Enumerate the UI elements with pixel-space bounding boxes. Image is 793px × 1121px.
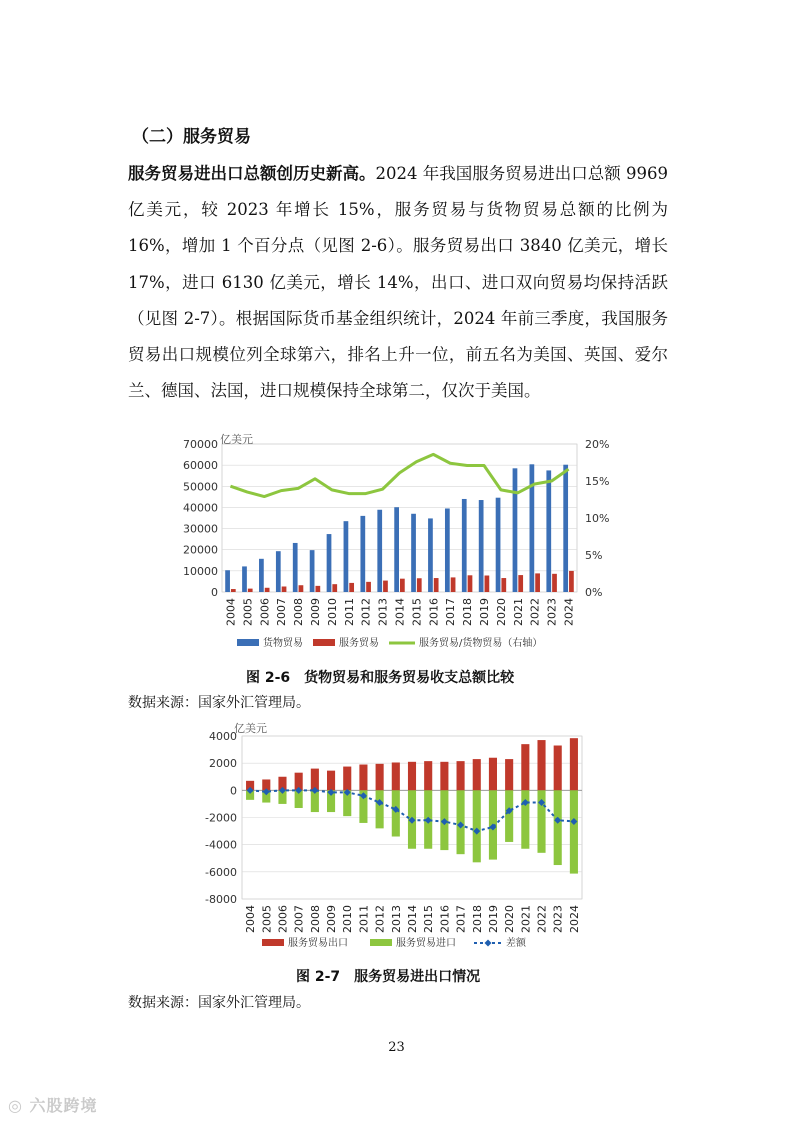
x-tick-label: 2018 <box>461 598 475 626</box>
x-tick-label: 2017 <box>444 598 458 626</box>
y-left-tick-label: 60000 <box>183 459 218 473</box>
x-tick-label: 2022 <box>528 598 542 626</box>
bar-goods <box>259 559 264 592</box>
x-tick-label: 2016 <box>427 598 441 626</box>
bar-services <box>417 578 422 592</box>
y-left-tick-label: 10000 <box>183 564 218 578</box>
legend-label-ratio: 服务贸易/货物贸易（右轴） <box>419 638 543 649</box>
bar-export <box>376 764 384 790</box>
bar-services <box>231 589 236 592</box>
bar-goods <box>546 470 551 592</box>
bar-goods <box>445 508 450 592</box>
bar-services <box>451 577 456 592</box>
bar-goods <box>276 551 281 592</box>
y-unit-label: 亿美元 <box>234 722 267 735</box>
y-unit-label: 亿美元 <box>220 433 253 446</box>
bar-export <box>424 761 432 790</box>
x-tick-label: 2009 <box>325 905 339 933</box>
figure1-caption: 图 2-6 货物贸易和服务贸易收支总额比较 <box>246 670 515 686</box>
bar-goods <box>496 498 501 592</box>
figure1-source: 数据来源：国家外汇管理局。 <box>128 695 310 711</box>
figure2-source: 数据来源：国家外汇管理局。 <box>128 995 310 1011</box>
bar-export <box>343 767 351 791</box>
bar-export <box>505 759 513 790</box>
x-tick-label: 2015 <box>422 905 436 933</box>
bar-export <box>537 740 545 790</box>
legend-label-services: 服务贸易 <box>339 638 379 649</box>
x-tick-label: 2021 <box>511 598 525 626</box>
x-tick-label: 2019 <box>486 905 500 933</box>
x-tick-label: 2012 <box>359 598 373 626</box>
y-left-tick-label: 70000 <box>183 438 218 451</box>
legend-marker-balance <box>485 940 492 947</box>
y-left-tick-label: 0 <box>211 586 218 599</box>
x-tick-label: 2010 <box>341 905 355 933</box>
bar-export <box>521 744 529 790</box>
legend-swatch-export <box>262 939 284 946</box>
ratio-line <box>230 454 568 496</box>
bar-goods <box>327 534 332 592</box>
y-right-tick-label: 0% <box>585 586 603 599</box>
y-left-tick-label: 20000 <box>183 543 218 557</box>
bar-import <box>570 790 578 873</box>
bar-export <box>554 746 562 791</box>
bar-services <box>315 586 320 592</box>
bar-services <box>535 573 540 592</box>
plot-area <box>222 444 577 592</box>
x-tick-label: 2023 <box>545 598 559 626</box>
bar-services <box>366 582 371 592</box>
x-tick-label: 2006 <box>258 598 272 626</box>
y-left-tick-label: 50000 <box>183 480 218 494</box>
figure2-caption: 图 2-7 服务贸易进出口情况 <box>296 969 481 985</box>
bar-services <box>299 585 304 592</box>
y-left-tick-label: 40000 <box>183 501 218 515</box>
bar-services <box>552 574 557 592</box>
bar-import <box>554 790 562 865</box>
y-tick-label: -8000 <box>205 893 237 906</box>
bar-export <box>570 738 578 790</box>
x-tick-label: 2007 <box>292 905 306 933</box>
bar-export <box>359 765 367 791</box>
x-tick-label: 2005 <box>241 598 255 626</box>
y-right-tick-label: 20% <box>585 438 610 451</box>
y-tick-label: -2000 <box>205 811 237 825</box>
x-tick-label: 2014 <box>393 598 407 626</box>
x-tick-label: 2009 <box>308 598 322 626</box>
y-right-tick-label: 10% <box>585 512 610 525</box>
bar-services <box>332 584 337 592</box>
paragraph-body: 2024 年我国服务贸易进出口总额 9969 亿美元，较 2023 年增长 15%，服务贸易与货物贸易总额的比例为 16%，增加 1 个百分点（见图 2-6）。服务贸易出口 3840 亿美元，增长 17%，进口 6130 亿美元，增长 14%，出口、进口双向贸易均保持活跃（见图 2-7）。根据国际货币基金组织统计，2024 年前三季度，我国服务贸易出口规模位列全球第六，排名上升一位，前五名为美国、英国、爱尔兰、德国、法国，进口规模保持全球第二，仅次于美国。 <box>128 164 668 401</box>
x-tick-label: 2021 <box>519 905 533 933</box>
x-tick-label: 2012 <box>373 905 387 933</box>
bar-services <box>485 576 490 592</box>
bar-services <box>518 575 523 592</box>
bar-import <box>505 790 513 842</box>
bar-services <box>501 578 506 592</box>
legend-label-balance: 差额 <box>506 938 526 949</box>
bar-import <box>473 790 481 862</box>
page-number: 23 <box>388 1040 405 1055</box>
y-tick-label: -4000 <box>205 838 237 852</box>
x-tick-label: 2018 <box>470 905 484 933</box>
y-tick-label: -6000 <box>205 865 237 879</box>
x-tick-label: 2013 <box>376 598 390 626</box>
bar-export <box>408 762 416 791</box>
bar-goods <box>344 521 349 592</box>
chart-goods-vs-services <box>165 432 627 660</box>
x-tick-label: 2010 <box>325 598 339 626</box>
legend-swatch-goods <box>237 639 259 646</box>
legend-label-import: 服务贸易进口 <box>396 938 456 949</box>
x-tick-label: 2007 <box>275 598 289 626</box>
x-tick-label: 2020 <box>503 905 517 933</box>
bar-services <box>265 588 270 592</box>
x-tick-label: 2022 <box>535 905 549 933</box>
bar-services <box>468 575 473 592</box>
bar-export <box>440 762 448 791</box>
x-tick-label: 2020 <box>494 598 508 626</box>
paragraph-lead: 服务贸易进出口总额创历史新高。 <box>128 164 376 183</box>
y-tick-label: 4000 <box>209 730 237 743</box>
legend-swatch-services <box>313 639 335 646</box>
bar-services <box>248 589 253 592</box>
x-tick-label: 2014 <box>406 905 419 933</box>
y-right-tick-label: 5% <box>585 549 603 562</box>
x-tick-label: 2005 <box>260 905 274 933</box>
watermark-icon: ◎ <box>8 1096 30 1115</box>
bar-import <box>376 790 384 828</box>
bar-export <box>489 758 497 791</box>
x-tick-label: 2019 <box>478 598 492 626</box>
bar-export <box>392 762 400 790</box>
legend-label-goods: 货物贸易 <box>263 638 303 649</box>
bar-goods <box>462 499 467 592</box>
watermark-logo: ◎ 六股跨境 <box>8 1096 98 1115</box>
x-tick-label: 2004 <box>224 598 238 626</box>
legend-label-export: 服务贸易出口 <box>288 938 348 949</box>
x-tick-label: 2024 <box>562 598 576 626</box>
legend-swatch-import <box>370 939 392 946</box>
x-tick-label: 2023 <box>551 905 565 933</box>
bar-goods <box>394 507 399 592</box>
bar-export <box>327 771 335 791</box>
body-paragraph <box>128 156 668 409</box>
bar-services <box>569 571 574 592</box>
bar-services <box>434 578 439 592</box>
x-tick-label: 2011 <box>357 905 371 933</box>
x-tick-label: 2015 <box>410 598 424 626</box>
bar-goods <box>513 468 518 592</box>
bar-goods <box>479 500 484 592</box>
y-right-tick-label: 15% <box>585 475 610 488</box>
bar-services <box>383 581 388 592</box>
bar-goods <box>242 566 247 592</box>
x-tick-label: 2011 <box>342 598 356 626</box>
x-tick-label: 2016 <box>438 905 452 933</box>
chart-services-trade <box>190 718 602 960</box>
bar-export <box>473 759 481 790</box>
x-tick-label: 2013 <box>389 905 403 933</box>
x-tick-label: 2004 <box>244 905 258 933</box>
x-tick-label: 2024 <box>567 905 581 933</box>
bar-services <box>400 579 405 592</box>
bar-import <box>392 790 400 836</box>
x-tick-label: 2017 <box>454 905 468 933</box>
bar-goods <box>428 518 433 592</box>
section-title: （二）服务贸易 <box>132 127 251 147</box>
x-tick-label: 2008 <box>292 598 306 626</box>
bar-services <box>349 583 354 592</box>
y-left-tick-label: 30000 <box>183 522 218 536</box>
x-tick-label: 2006 <box>276 905 290 933</box>
bar-goods <box>360 516 365 592</box>
bar-goods <box>293 543 298 592</box>
bar-export <box>457 761 465 790</box>
bar-goods <box>377 510 382 592</box>
bar-services <box>282 587 287 592</box>
bar-goods <box>563 465 568 592</box>
bar-goods <box>225 570 230 592</box>
y-tick-label: 2000 <box>209 757 237 771</box>
x-tick-label: 2008 <box>308 905 322 933</box>
bar-goods <box>411 514 416 592</box>
bar-goods <box>310 550 315 592</box>
y-tick-label: 0 <box>230 784 237 798</box>
